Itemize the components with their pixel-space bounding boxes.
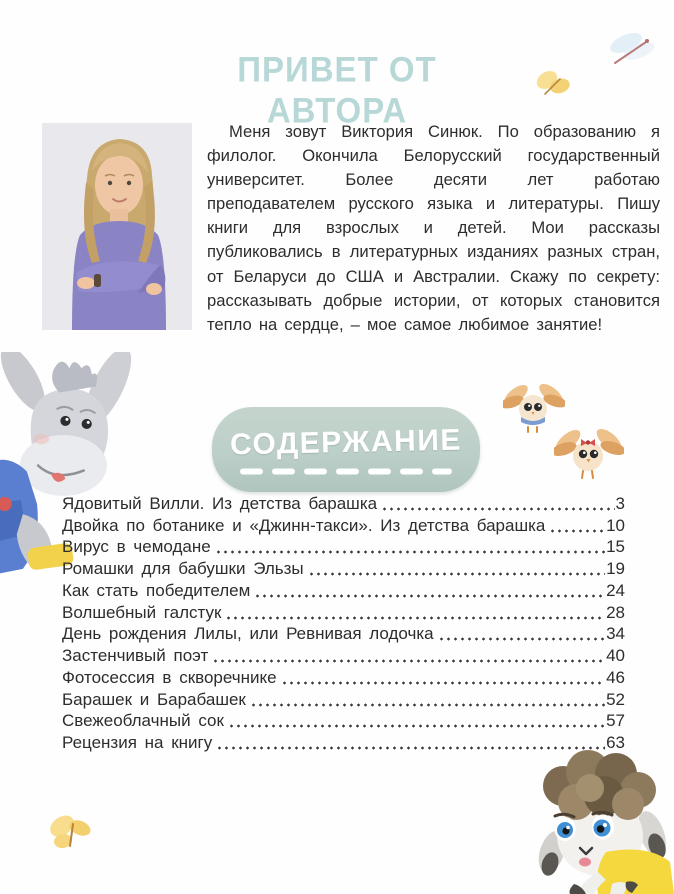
dot-leader — [281, 679, 605, 685]
toc-entry — [62, 710, 625, 732]
dot-leader — [308, 570, 605, 576]
toc-entry-title: Как стать победителем — [62, 580, 251, 600]
toc-entry — [62, 579, 625, 601]
dragonfly-icon — [606, 28, 658, 72]
toc-entry-page: 57 — [606, 711, 625, 731]
page-title: ПРИВЕТ ОТ АВТОРА — [237, 48, 437, 130]
owl-red-bow-illustration — [554, 419, 624, 485]
toc-entry-page: 15 — [606, 537, 625, 557]
toc-entry-page: 52 — [606, 689, 625, 709]
toc-entry-page: 28 — [606, 602, 625, 622]
toc-entry-page: 46 — [606, 667, 625, 687]
dot-leader — [228, 722, 605, 728]
toc-entry-page: 24 — [606, 580, 625, 600]
dot-leader — [215, 548, 605, 554]
dot-leader — [254, 592, 605, 598]
toc-entry-title: Двойка по ботанике и «Джинн-такси». Из детства барашка — [62, 515, 546, 535]
butterfly-icon — [532, 66, 574, 108]
toc-entry-page: 63 — [606, 733, 625, 752]
author-intro-text: Меня зовут Виктория Синюк. По образованию я филолог. Окончила Белорусский государственный университет. Более десяти лет работаю преподавателем русского языка и литературы. Пишу книги для взрослых и детей. Мои рассказы публиковались в литературных изданиях разных стран, от Беларуси до США и Австралии. Скажу по секрету: рассказывать добрые истории, от которых становится тепло на сердце, – мое самое любимое занятие! — [207, 122, 660, 334]
toc-entry-title: Рецензия на книгу — [62, 733, 213, 752]
toc-entry-page: 19 — [606, 559, 625, 578]
dot-leader — [381, 505, 614, 511]
toc-entry — [62, 666, 625, 688]
author-photo — [42, 123, 192, 330]
toc-entry — [62, 688, 625, 710]
butterfly-icon — [46, 810, 98, 860]
dot-leader — [250, 701, 605, 707]
dot-leader — [225, 614, 605, 620]
toc-entry — [62, 623, 625, 645]
author-portrait-illustration — [42, 123, 192, 330]
dot-leader — [212, 657, 605, 663]
toc-entry-title: День рождения Лилы, или Ревнивая лодочка — [62, 624, 434, 644]
toc-entry — [62, 536, 625, 558]
toc-entry — [62, 601, 625, 623]
toc-entry — [62, 492, 625, 514]
toc-entry — [62, 644, 625, 666]
toc-entry-title: Застенчивый поэт — [62, 646, 209, 665]
table-of-contents — [62, 492, 625, 753]
toc-entry-title: Ромашки для бабушки Эльзы — [62, 559, 304, 578]
dashed-underline-icon — [238, 467, 454, 476]
toc-entry-page: 3 — [615, 493, 625, 513]
contents-badge — [212, 407, 480, 492]
toc-entry-title: Фотосессия в скворечнике — [62, 667, 277, 687]
toc-entry-title: Ядовитый Вилли. Из детства барашка — [62, 493, 378, 513]
toc-entry — [62, 514, 625, 536]
toc-entry-page: 34 — [606, 624, 625, 644]
contents-heading: СОДЕРЖАНИЕ — [229, 423, 463, 461]
toc-entry-page: 40 — [606, 646, 625, 665]
toc-entry-title: Барашек и Барабашек — [62, 689, 246, 709]
toc-entry — [62, 557, 625, 579]
dot-leader — [549, 527, 605, 533]
dot-leader — [438, 635, 605, 641]
toc-entry-title: Свежеоблачный сок — [62, 711, 224, 731]
toc-entry-title: Волшебный галстук — [62, 602, 222, 622]
toc-entry-page: 10 — [606, 515, 625, 535]
sheep-illustration — [528, 744, 674, 894]
toc-entry-title: Вирус в чемодане — [62, 537, 211, 557]
